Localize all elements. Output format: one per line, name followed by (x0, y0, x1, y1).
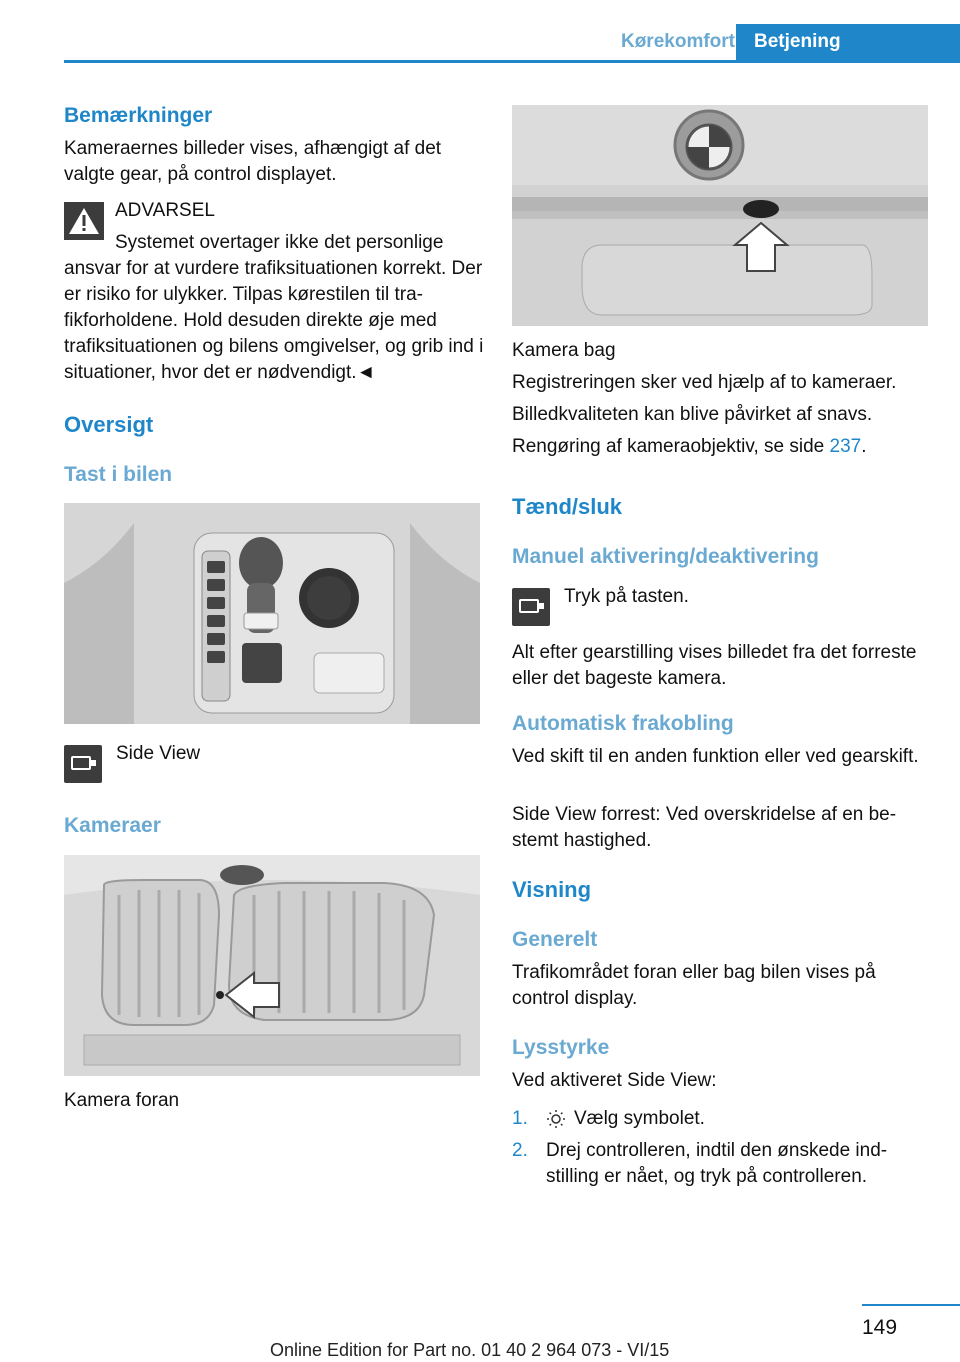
manual-activation-heading: Manuel aktivering/deaktivering (512, 545, 819, 568)
side-view-label: Side View (116, 743, 201, 764)
brightness-heading: Lysstyrke (512, 1036, 610, 1059)
front-camera-image (64, 855, 480, 1076)
rear-camera-caption: Kamera bag (512, 340, 616, 361)
warning-title: ADVARSEL (115, 200, 215, 221)
general-heading: Generelt (512, 928, 598, 951)
step-text: Drej controlleren, indtil den ønskede indstilling er nået, og tryk på controlleren. (546, 1140, 888, 1187)
display-heading: Visning (512, 877, 592, 902)
page-number: 149 (862, 1316, 898, 1339)
brightness-intro: Ved aktiveret Side View: (512, 1070, 717, 1091)
cleaning-text-suffix: . (861, 436, 867, 457)
footer-divider (862, 1304, 960, 1306)
notes-text: Kameraernes billeder vises, afhængigt af det valgte gear, på control displayet. (64, 138, 442, 185)
page-237-link[interactable]: 237 (829, 436, 862, 457)
warning-text: Systemet overtager ikke det personlige ansvar for at vurdere trafiksituationen korrekt. Der er risiko for ulykker. Tilpas kørestilen til trafikforholdene. Hold desuden direkte øje med trafiksituationen og bilens omgivelser, og grib ind i situationer, hvor det er nødvendigt.◄ (64, 232, 484, 383)
press-button-text: Tryk på tasten. (564, 586, 689, 607)
auto-off-heading: Automatisk frakobling (512, 712, 734, 735)
button-in-car-heading: Tast i bilen (64, 463, 173, 486)
header-divider (64, 60, 960, 63)
brightness-steps-list (512, 1106, 932, 1198)
front-camera-caption: Kamera foran (64, 1090, 180, 1111)
auto-off-text: Ved skift til en anden funktion eller ved gearskift. (512, 746, 919, 767)
notes-heading: Bemærkninger (64, 104, 213, 127)
step-text: Vælg symbolet. (574, 1108, 705, 1129)
header-tab-operation[interactable]: Betjening (736, 24, 960, 60)
side-view-front-text: Side View forrest: Ved overskridelse af en bestemt hastighed. (512, 804, 897, 851)
general-text: Trafikområdet foran eller bag bilen vises på control display. (512, 962, 876, 1009)
header-tab-driving-comfort[interactable]: Kørekomfort (620, 31, 735, 52)
list-item (512, 1106, 932, 1136)
on-off-heading: Tænd/sluk (512, 494, 623, 519)
list-item (512, 1138, 932, 1198)
cleaning-text (512, 434, 932, 460)
cleaning-text-prefix: Rengøring af kameraobjektiv, se side (512, 436, 830, 457)
step-number: 2. (512, 1140, 528, 1161)
side-view-button-icon (64, 745, 102, 783)
image-quality-text: Billedkvaliteten kan blive påvirket af snavs. (512, 404, 873, 425)
camera-button-icon (512, 588, 550, 626)
edition-text: Online Edition for Part no. 01 40 2 964 073 - VI/15 (270, 1340, 670, 1360)
registration-text: Registreringen sker ved hjælp af to kameraer. (512, 372, 897, 393)
overview-heading: Oversigt (64, 412, 154, 437)
brightness-sun-icon (546, 1109, 566, 1134)
center-console-image (64, 503, 480, 724)
gear-position-text: Alt efter gearstilling vises billedet fra det forreste eller det bageste kamera. (512, 642, 917, 689)
step-number: 1. (512, 1108, 528, 1129)
cameras-heading: Kameraer (64, 814, 161, 837)
rear-camera-image (512, 105, 928, 326)
